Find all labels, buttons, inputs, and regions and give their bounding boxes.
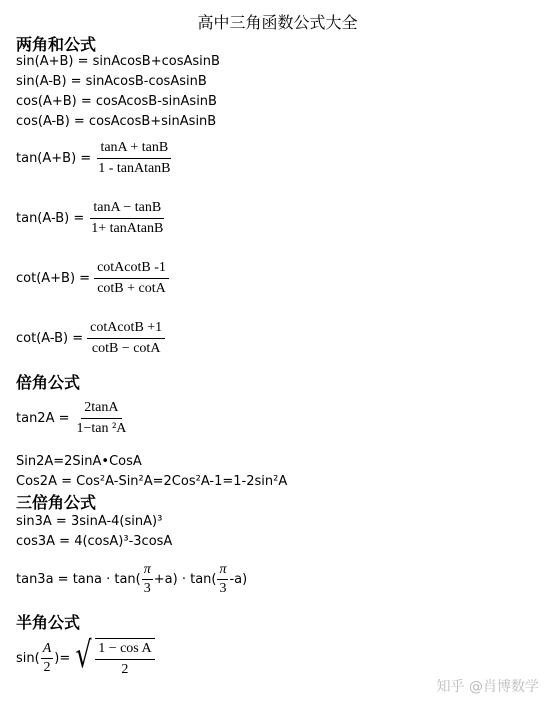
formula-lhs: tan(A+B) =	[16, 151, 92, 166]
numerator: 2tanA	[81, 400, 121, 419]
a-over-two-fraction	[41, 641, 54, 676]
denominator: 2	[43, 659, 51, 675]
formula-lhs: tan2A =	[16, 411, 70, 426]
formula-middle: +a) · tan(	[153, 572, 217, 587]
numerator: 1 − cos A	[95, 641, 154, 660]
numerator: π	[217, 562, 228, 580]
formula-cot-diff	[16, 320, 165, 357]
page-title: 高中三角函数公式大全	[197, 13, 358, 32]
formula-line: cos3A = 4(cosA)³-3cosA	[16, 534, 173, 549]
fraction	[88, 200, 166, 237]
formula-lhs: tan3a = tana · tan(	[16, 572, 141, 587]
fraction	[74, 400, 130, 437]
formula-line: cos(A+B) = cosAcosB-sinAsinB	[16, 94, 217, 109]
denominator: 3	[143, 581, 151, 596]
fraction	[95, 140, 173, 177]
pi-over-three-fraction	[142, 562, 153, 597]
fraction	[95, 641, 154, 678]
formula-lhs: cot(A+B) =	[16, 271, 91, 286]
numerator: A	[41, 641, 54, 659]
pi-over-three-fraction	[217, 562, 228, 597]
formula-tan3a	[16, 562, 247, 597]
formula-lhs: sin(	[16, 650, 40, 666]
numerator: cotAcotB -1	[94, 260, 169, 279]
numerator: tanA − tanB	[90, 200, 164, 219]
denominator: 2	[121, 662, 129, 677]
watermark: 知乎 @肖博数学	[436, 679, 539, 695]
section-heading-half: 半角公式	[16, 613, 81, 632]
fraction	[94, 260, 169, 297]
denominator: cotB + cotA	[97, 281, 166, 296]
numerator: π	[142, 562, 153, 580]
numerator: cotAcotB +1	[87, 320, 165, 339]
formula-lhs: tan(A-B) =	[16, 211, 85, 226]
radical-sign-icon: √	[75, 635, 92, 676]
formula-tan-diff	[16, 200, 166, 237]
formula-line: Sin2A=2SinA•CosA	[16, 454, 142, 469]
formula-line: sin(A+B) = sinAcosB+cosAsinB	[16, 54, 220, 69]
formula-end: -a)	[229, 572, 248, 587]
denominator: 1−tan ²A	[76, 421, 127, 436]
formula-line: cos(A-B) = cosAcosB+sinAsinB	[16, 114, 217, 129]
denominator: 1+ tanAtanB	[91, 221, 164, 236]
fraction	[87, 320, 165, 357]
denominator: 1 - tanAtanB	[98, 161, 171, 176]
denominator: 3	[219, 581, 227, 596]
formula-line: Cos2A = Cos²A-Sin²A=2Cos²A-1=1-2sin²A	[16, 474, 288, 489]
formula-tan-sum	[16, 140, 174, 177]
section-heading-double: 倍角公式	[16, 373, 81, 392]
denominator: cotB − cotA	[91, 341, 161, 356]
section-heading-triple: 三倍角公式	[16, 493, 97, 512]
formula-equals: )=	[54, 650, 71, 666]
formula-cot-sum	[16, 260, 169, 297]
numerator: tanA + tanB	[97, 140, 171, 159]
formula-line: sin3A = 3sinA-4(sinA)³	[16, 514, 163, 529]
formula-tan2a	[16, 400, 129, 437]
square-root	[72, 635, 154, 678]
section-heading-sum: 两角和公式	[16, 35, 97, 54]
radicand	[95, 638, 154, 678]
formula-lhs: cot(A-B) =	[16, 331, 84, 346]
formula-line: sin(A-B) = sinAcosB-cosAsinB	[16, 74, 207, 89]
formula-half-sin	[16, 635, 155, 678]
